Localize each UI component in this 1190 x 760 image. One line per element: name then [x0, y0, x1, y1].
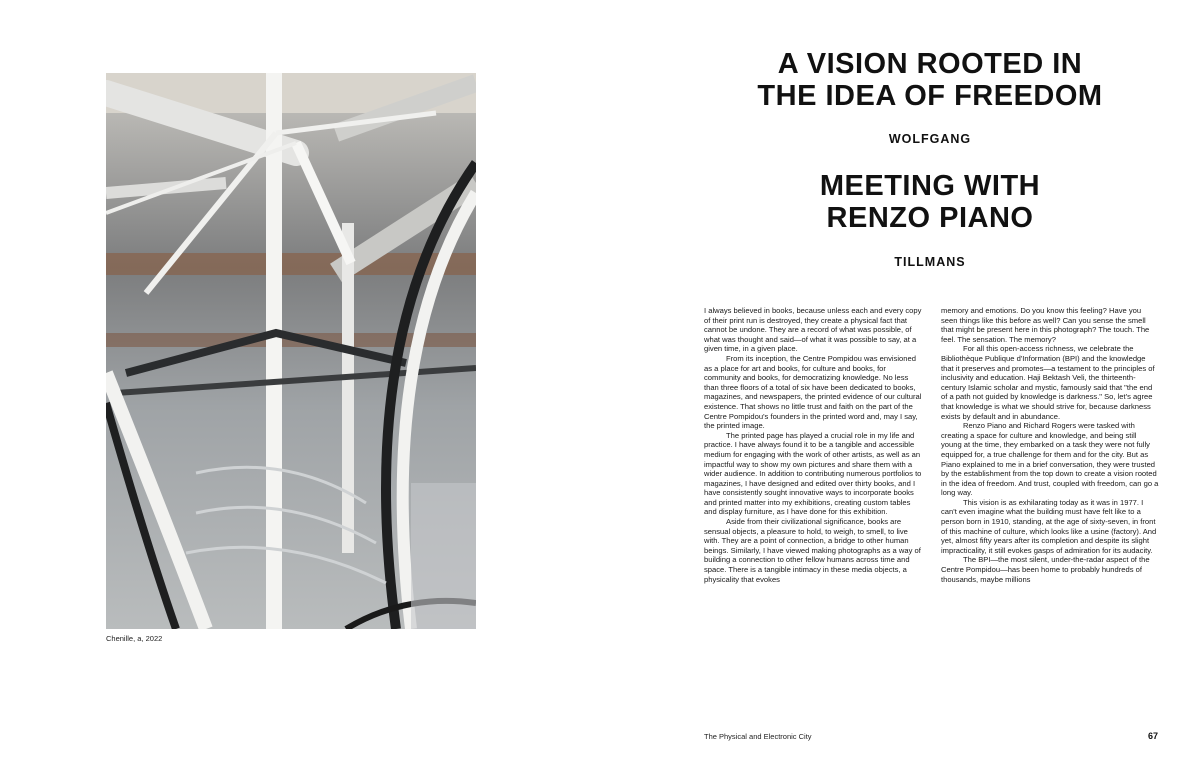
title-1-line-2: THE IDEA OF FREEDOM	[757, 80, 1103, 112]
running-footer: The Physical and Electronic City	[704, 732, 812, 741]
paragraph: Renzo Piano and Richard Rogers were tasked with creating a space for culture and knowledge, and being still young at the time, they embarked on a task they were not fully equipped for, a true challenge for them and for the city. But as Piano explained to me in a brief conversation, they were trusted by the establishment from the top down to create a vision rooted in the idea of freedom. And trust, coupled with freedom, can go a long way.	[941, 421, 1159, 498]
photo-illustration-icon	[106, 73, 476, 629]
paragraph: I always believed in books, because unless each and every copy of their print run is destroyed, they create a physical fact that cannot be undone. They are a record of what was possible, of what was thought and said—of what it was possible to say, at a given time, in a given place.	[704, 306, 922, 354]
paragraph: memory and emotions. Do you know this feeling? Have you seen things like this before as well? Can you sense the smell that might be present here in this photograph? The touch. The feel. The sensation. The memory?	[941, 306, 1150, 344]
architecture-photo	[106, 73, 476, 629]
page-number: 67	[1147, 731, 1158, 741]
paragraph: For all this open-access richness, we celebrate the Bibliothèque Publique d'Information (BPI) and the knowledge that it preserves and promotes—a testament to the principles of inclusivity and education. Haji Bektash Veli, the thirteenth-century Islamic scholar and mystic, famously said that "the end of a path not guided by knowledge is darkness." So, let's agree that knowledge is what we should strive for, because darkness exists by default and in abundance.	[941, 344, 1155, 421]
paragraph: From its inception, the Centre Pompidou was envisioned as a place for art and books, for culture and books, for community and books, for democratizing knowledge. No less than three floors of a total of six have been dedicated to books, magazines, and newspapers, the printed evidence of our cultural existence. That shows no little trust and faith on the part of the Centre Pompidou's founders in the printed word and, may I say, the printed image.	[704, 353, 922, 431]
paragraph: Aside from their civilizational significance, books are sensual objects, a pleasure to hold, to weigh, to smell, to live with. They are a point of connection, a bridge to other human beings. Similarly, I have viewed making photographs as a way of building a connection to other fellow humans across time and space. There is a tangible intimacy in these media objects, a physicality that evokes	[704, 517, 921, 584]
paragraph: This vision is as exhilarating today as it was in 1977. I can't even imagine what the building must have felt like to a person born in 1910, standing, at the age of sixty-seven, in front of this machine of culture, which looks like a usine (factory). And yet, almost fifty years after its completion and despite its slight impracticality, it still evokes gasps of admiration for its audacity.	[941, 497, 1157, 555]
title-1-line-1: A VISION ROOTED IN	[777, 48, 1083, 80]
title-2-line-1: MEETING WITH	[819, 170, 1041, 202]
text-column-2	[941, 306, 1159, 584]
text-column-1	[704, 306, 922, 584]
title-2-line-2: RENZO PIANO	[826, 202, 1034, 234]
author-first-name: WOLFGANG	[888, 132, 972, 146]
paragraph: The printed page has played a crucial role in my life and practice. I have always found it to be a tangible and accessible medium for engaging with the work of other artists, as well as an impactful way to show my own pictures and share them with a wider audience. In addition to contributing numerous portfolios to magazines, I have designed and edited over thirty books, and I have consistently sought innovative ways to incorporate books and printed matter into my exhibitions, creating custom tables and display furniture, as I have done for this exhibition.	[704, 430, 922, 517]
author-last-name: TILLMANS	[894, 255, 966, 269]
article-title-1	[700, 48, 1160, 112]
photo-caption: Chenille, a, 2022	[106, 634, 163, 643]
paragraph: The BPI—the most silent, under-the-radar aspect of the Centre Pompidou—has been home to probably hundreds of thousands, maybe millions	[941, 555, 1150, 584]
article-title-2	[700, 170, 1160, 234]
